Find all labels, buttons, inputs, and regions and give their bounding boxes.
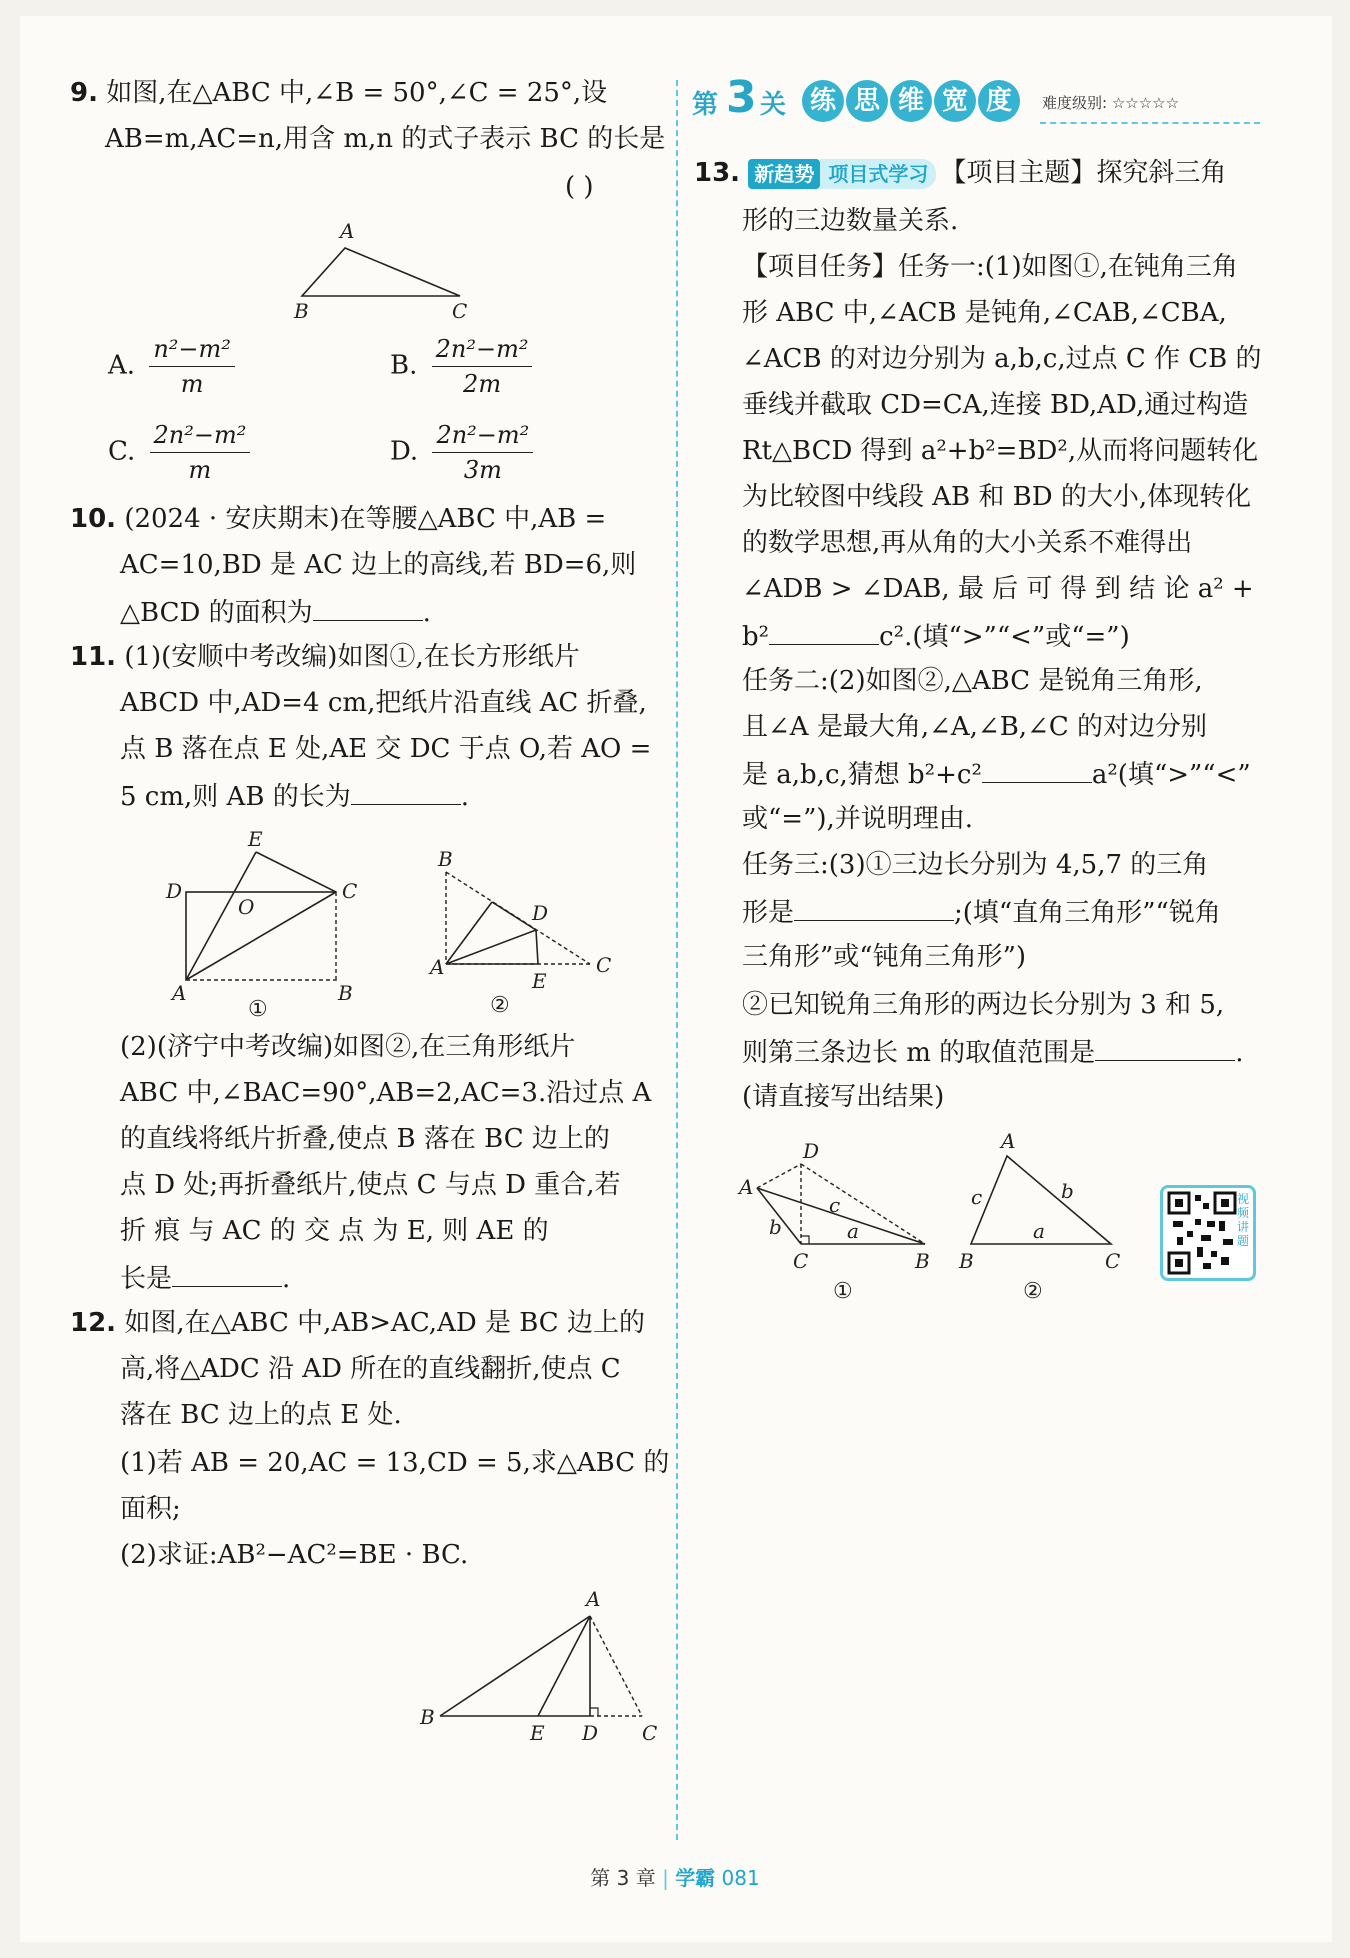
q11-fig2-caption: ② bbox=[490, 993, 510, 1018]
q11-part2-line2: ABC 中,∠BAC=90°,AB=2,AC=3.沿过点 A bbox=[120, 1078, 652, 1108]
q13-text17b: ;(填“直角三角形”“锐角 bbox=[954, 898, 1221, 928]
section-banner bbox=[690, 72, 1270, 130]
q12-label-d: D bbox=[582, 1721, 599, 1745]
q13-text1: 【项目主题】探究斜三角 bbox=[940, 158, 1227, 188]
q11-text1: (1)(安顺中考改编)如图①,在长方形纸片 bbox=[124, 642, 580, 672]
option-letter: B. bbox=[390, 350, 418, 381]
q13-line4: 形 ABC 中,∠ACB 是钝角,∠CAB,∠CBA, bbox=[742, 298, 1227, 328]
q9-option-c[interactable] bbox=[108, 418, 250, 487]
qr-pattern bbox=[1167, 1191, 1237, 1275]
option-denominator: 3m bbox=[463, 456, 502, 484]
banner-chip: 思 bbox=[846, 80, 888, 122]
q9-label-c: C bbox=[452, 299, 468, 323]
q13-fig2-label-c-side: c bbox=[971, 1185, 983, 1209]
q13-line13: 且∠A 是最大角,∠A,∠B,∠C 的对边分别 bbox=[742, 712, 1208, 742]
q10-line1 bbox=[70, 502, 606, 536]
q11-fig2-label-e: E bbox=[532, 969, 547, 993]
q12-label-c: C bbox=[642, 1721, 658, 1745]
q13-fig2-caption: ② bbox=[1023, 1279, 1043, 1300]
q13-fig2-label-a-side: a bbox=[1033, 1219, 1045, 1243]
q11-fig1-label-o: O bbox=[238, 895, 255, 919]
q11-line1 bbox=[70, 640, 580, 674]
q10-text1: (2024 · 安庆期末)在等腰△ABC 中,AB = bbox=[124, 504, 607, 534]
q13-fig1-label-b-side: b bbox=[769, 1215, 782, 1239]
q10-answer-blank[interactable] bbox=[313, 594, 423, 621]
q13-line1 bbox=[694, 156, 1226, 190]
q9-option-d[interactable] bbox=[390, 418, 533, 487]
option-denominator: m bbox=[180, 370, 204, 398]
q13-answer-blank-3[interactable] bbox=[794, 894, 954, 921]
q9-label-a: A bbox=[340, 219, 355, 243]
q13-line5: ∠ACB 的对边分别为 a,b,c,过点 C 作 CB 的 bbox=[742, 344, 1262, 374]
q10-text3: △BCD 的面积为 bbox=[120, 598, 313, 628]
q12-number: 12. bbox=[70, 1308, 117, 1338]
q13-text11a: b² bbox=[742, 622, 770, 652]
q11-fig1-label-d: D bbox=[166, 879, 183, 903]
q11-end: . bbox=[460, 782, 469, 812]
q13-figure-1 bbox=[735, 1140, 945, 1300]
banner-dashed-line bbox=[1040, 122, 1260, 124]
q13-line3: 【项目任务】任务一:(1)如图①,在钝角三角 bbox=[742, 252, 1238, 282]
q13-answer-blank-4[interactable] bbox=[1095, 1034, 1235, 1061]
option-denominator: m bbox=[188, 456, 212, 484]
q11-part2-line6 bbox=[120, 1260, 290, 1296]
q12-line2: 高,将△ADC 沿 AD 所在的直线翻折,使点 C bbox=[120, 1354, 621, 1384]
option-denominator: 2m bbox=[463, 370, 502, 398]
q13-number: 13. bbox=[694, 158, 741, 188]
q13-fig1-label-c-side: c bbox=[829, 1193, 841, 1217]
banner-title bbox=[802, 80, 1020, 122]
q13-line11 bbox=[742, 618, 1130, 654]
option-letter: C. bbox=[108, 436, 136, 467]
q13-text11b: c².(填“>”“<”或“=”) bbox=[879, 622, 1130, 652]
q13-line19: ②已知锐角三角形的两边长分别为 3 和 5, bbox=[742, 990, 1225, 1020]
q13-line17 bbox=[742, 894, 1221, 930]
q9-answer-paren: ( ) bbox=[565, 172, 594, 202]
q12-label-e: E bbox=[530, 1721, 545, 1745]
q10-end: . bbox=[422, 598, 431, 628]
q11-figure-2 bbox=[420, 848, 630, 1018]
difficulty-rating: 难度级别: ☆☆☆☆☆ bbox=[1042, 94, 1180, 112]
q12-text1: 如图,在△ABC 中,AB>AC,AD 是 BC 边上的 bbox=[124, 1308, 645, 1338]
q11-line4 bbox=[120, 778, 469, 814]
q11-part2-text6: 长是 bbox=[120, 1264, 173, 1294]
banner-guan: 关 bbox=[760, 90, 787, 120]
q10-line2: AC=10,BD 是 AC 边上的高线,若 BD=6,则 bbox=[120, 550, 637, 580]
q13-line8: 为比较图中线段 AB 和 BD 的大小,体现转化 bbox=[742, 482, 1252, 512]
q13-fig1-label-b: B bbox=[915, 1249, 930, 1273]
new-trend-tag: 新趋势 bbox=[748, 159, 820, 189]
q13-answer-blank-2[interactable] bbox=[982, 756, 1092, 783]
q13-fig2-label-a: A bbox=[1001, 1129, 1016, 1153]
q13-line21: (请直接写出结果) bbox=[742, 1082, 945, 1112]
footer-chapter: 第 3 章 bbox=[590, 1866, 656, 1890]
q11-answer-blank-1[interactable] bbox=[351, 778, 461, 805]
q11-fig1-label-c: C bbox=[342, 879, 358, 903]
q13-text14b: a²(填“>”“<” bbox=[1091, 760, 1251, 790]
q12-line1 bbox=[70, 1306, 645, 1340]
q9-triangle bbox=[302, 248, 460, 296]
q11-line2: ABCD 中,AD=4 cm,把纸片沿直线 AC 折叠, bbox=[120, 688, 647, 718]
q9-line1 bbox=[70, 76, 607, 110]
page-footer: 第 3 章 | 学霸 081 bbox=[590, 1866, 760, 1890]
q9-option-b[interactable] bbox=[390, 332, 532, 401]
banner-chip: 宽 bbox=[934, 80, 976, 122]
column-divider bbox=[676, 80, 678, 1840]
q11-part2-end: . bbox=[282, 1264, 291, 1294]
q11-fig2-label-b: B bbox=[438, 848, 453, 871]
q12-line4: (1)若 AB = 20,AC = 13,CD = 5,求△ABC 的 bbox=[120, 1448, 670, 1478]
q9-number: 9. bbox=[70, 78, 98, 108]
q13-line14 bbox=[742, 756, 1251, 792]
q11-line3: 点 B 落在点 E 处,AE 交 DC 于点 O,若 AO = bbox=[120, 734, 652, 764]
q13-fig1-caption: ① bbox=[833, 1279, 853, 1300]
q13-line12: 任务二:(2)如图②,△ABC 是锐角三角形, bbox=[742, 666, 1203, 696]
option-numerator: 2n²−m² bbox=[150, 418, 251, 453]
q13-line2: 形的三边数量关系. bbox=[742, 206, 959, 236]
q11-part2-line1: (2)(济宁中考改编)如图②,在三角形纸片 bbox=[120, 1032, 576, 1062]
q12-label-b: B bbox=[420, 1705, 435, 1729]
banner-chip: 练 bbox=[802, 80, 844, 122]
q11-fig2-label-d: D bbox=[532, 901, 549, 925]
q13-line10: ∠ADB > ∠DAB, 最 后 可 得 到 结 论 a² + bbox=[742, 574, 1254, 604]
banner-chip: 度 bbox=[978, 80, 1020, 122]
q13-fig2-label-b-side: b bbox=[1061, 1179, 1074, 1203]
option-numerator: 2n²−m² bbox=[432, 418, 533, 453]
option-numerator: 2n²−m² bbox=[432, 332, 533, 367]
q9-option-a[interactable] bbox=[108, 332, 235, 401]
q13-line20 bbox=[742, 1034, 1243, 1070]
project-learning-tag: 项目式学习 bbox=[820, 159, 936, 189]
q11-fig1-caption: ① bbox=[248, 997, 268, 1018]
q13-line7: Rt△BCD 得到 a²+b²=BD²,从而将问题转化 bbox=[742, 436, 1259, 466]
q13-line18: 三角形”或“钝角三角形”) bbox=[742, 942, 1027, 972]
q13-text14a: 是 a,b,c,猜想 b²+c² bbox=[742, 760, 982, 790]
q11-text4: 5 cm,则 AB 的长为 bbox=[120, 782, 351, 812]
q11-answer-blank-2[interactable] bbox=[172, 1260, 282, 1287]
q11-fig2-label-a: A bbox=[430, 955, 445, 979]
banner-number: 3 bbox=[726, 72, 757, 123]
q13-figure-2 bbox=[955, 1128, 1135, 1300]
q13-fig1-label-c: C bbox=[793, 1249, 809, 1273]
q13-line9: 的数学思想,再从角的大小关系不难得出 bbox=[742, 528, 1193, 558]
q11-fig1-label-b: B bbox=[338, 981, 353, 1005]
q13-text20a: 则第三条边长 m 的取值范围是 bbox=[742, 1038, 1096, 1068]
q12-line6: (2)求证:AB²−AC²=BE · BC. bbox=[120, 1540, 469, 1570]
q9-text1: 如图,在△ABC 中,∠B = 50°,∠C = 25°,设 bbox=[106, 78, 608, 108]
banner-chip: 维 bbox=[890, 80, 932, 122]
q11-part2-line5: 折 痕 与 AC 的 交 点 为 E, 则 AE 的 bbox=[120, 1216, 549, 1246]
q13-fig2-label-b: B bbox=[959, 1249, 974, 1273]
q13-line16: 任务三:(3)①三边长分别为 4,5,7 的三角 bbox=[742, 850, 1209, 880]
q10-line3 bbox=[120, 594, 431, 630]
q12-line5: 面积; bbox=[120, 1494, 181, 1524]
q11-fig1-label-e: E bbox=[248, 828, 263, 851]
q13-fig1-label-a: A bbox=[739, 1175, 754, 1199]
q12-triangle-figure bbox=[410, 1588, 670, 1748]
q11-part2-line3: 的直线将纸片折叠,使点 B 落在 BC 边上的 bbox=[120, 1124, 610, 1154]
q11-figure-1 bbox=[160, 828, 370, 1018]
banner-di: 第 bbox=[692, 90, 719, 120]
q11-fig2-label-c: C bbox=[596, 953, 612, 977]
q9-line2: AB=m,AC=n,用含 m,n 的式子表示 BC 的长是 bbox=[105, 124, 666, 154]
option-letter: D. bbox=[390, 436, 419, 467]
qr-caption: 视频讲题 bbox=[1237, 1192, 1250, 1248]
q13-fig1-label-a-side: a bbox=[847, 1219, 859, 1243]
q13-text17a: 形是 bbox=[742, 898, 795, 928]
q13-line6: 垂线并截取 CD=CA,连接 BD,AD,通过构造 bbox=[742, 390, 1249, 420]
q13-answer-blank-1[interactable] bbox=[769, 618, 879, 645]
q11-part2-line4: 点 D 处;再折叠纸片,使点 C 与点 D 重合,若 bbox=[120, 1170, 621, 1200]
page-number: 081 bbox=[721, 1866, 760, 1890]
q13-fig2-label-c: C bbox=[1105, 1249, 1121, 1273]
q9-label-b: B bbox=[294, 299, 309, 323]
q10-number: 10. bbox=[70, 504, 117, 534]
option-numerator: n²−m² bbox=[149, 332, 235, 367]
q12-label-a: A bbox=[586, 1588, 601, 1611]
q13-line15: 或“=”),并说明理由. bbox=[742, 804, 974, 834]
video-qr-code[interactable] bbox=[1160, 1185, 1256, 1281]
q11-fig1-label-a: A bbox=[172, 981, 187, 1005]
q13-text20b: . bbox=[1235, 1038, 1244, 1068]
q11-number: 11. bbox=[70, 642, 117, 672]
q12-line3: 落在 BC 边上的点 E 处. bbox=[120, 1400, 402, 1430]
q13-fig1-label-d: D bbox=[803, 1140, 820, 1163]
option-letter: A. bbox=[108, 350, 136, 381]
q9-triangle-figure bbox=[290, 218, 490, 328]
footer-brand: 学霸 bbox=[675, 1866, 716, 1890]
